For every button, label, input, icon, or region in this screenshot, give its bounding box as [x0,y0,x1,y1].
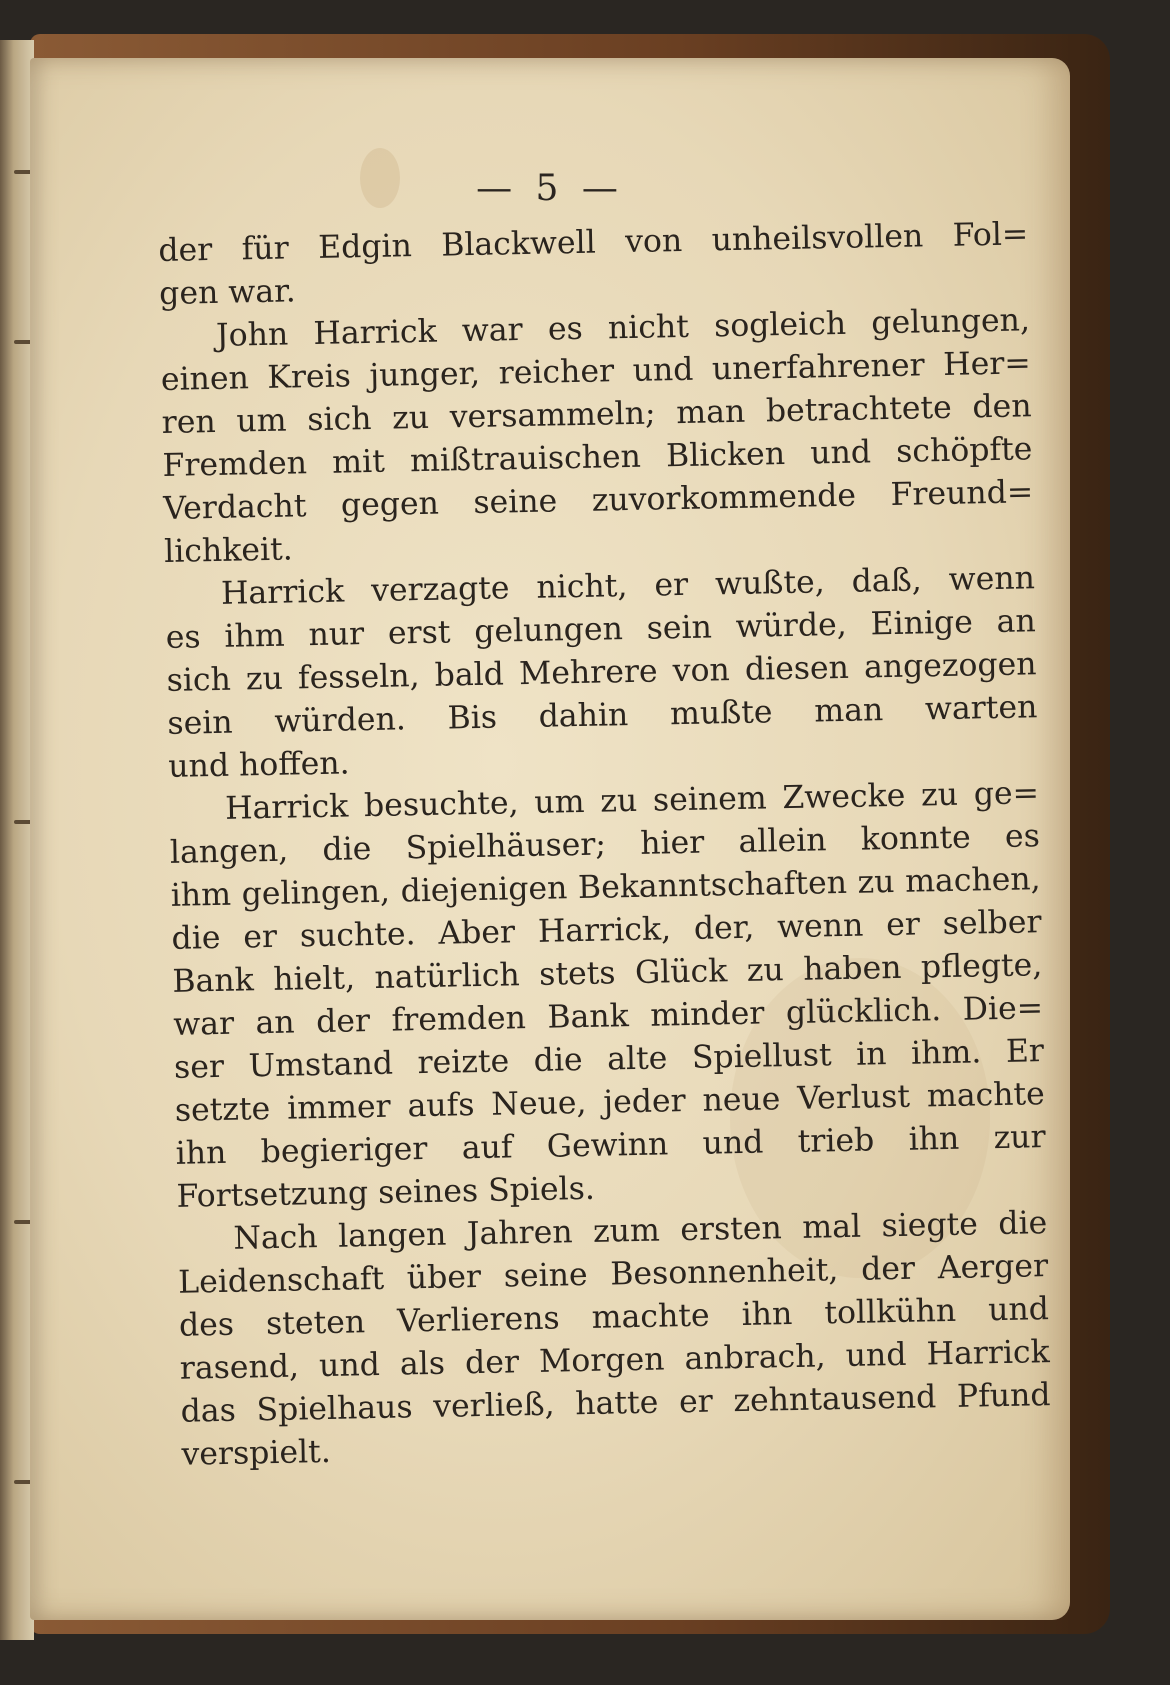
text-line: ren um sich zu versammeln; man betrachtete den [161,388,1032,441]
text-line: Bank hielt, natürlich stets Glück zu haben pflegte, [172,947,1043,1000]
text-line: lichkeit. [163,531,294,570]
paragraph [177,1202,1052,1477]
text-line: der für Edgin Blackwell von unheilsvollen Fol= [158,216,1029,269]
text-line: sein würden. Bis dahin mußte man warten [167,689,1038,742]
paragraph [160,299,1035,574]
text-line: war an der fremden Bank minder glücklich. Die= [172,990,1044,1043]
text-line: verspielt. [181,1433,332,1473]
paragraph [165,557,1039,789]
text-line: ihm gelingen, diejenigen Bekanntschaften zu machen, [170,861,1041,914]
text-line: langen, die Spielhäuser; hier allein konnte es [169,818,1041,871]
text-line: des steten Verlierens machte ihn tollkühn und [178,1291,1050,1344]
book-page [30,58,1070,1620]
book-spine [0,40,34,1640]
text-line: die er suchte. Aber Harrick, der, wenn er selber [171,904,1042,957]
text-line: gen war. [158,273,297,312]
text-line: Leidenschaft über seine Besonnenheit, der Aerger [177,1248,1049,1301]
text-line: ihn begieriger auf Gewinn und trieb ihn zur [175,1119,1046,1172]
text-line: das Spielhaus verließ, hatte er zehntausend Pfund [180,1377,1051,1430]
text-line: Verdacht gegen seine zuvorkommende Freund= [163,474,1034,527]
paragraph [169,772,1047,1219]
text-line: und hoffen. [167,745,350,785]
text-line: rasend, und als der Morgen anbrach, und Harrick [179,1334,1051,1387]
text-line: Harrick verzagte nicht, er wußte, daß, wenn [220,560,1036,612]
text-line: Harrick besuchte, um zu seinem Zwecke zu ge= [224,775,1040,827]
text-line: Fortsetzung seines Spiels. [176,1170,596,1215]
text-line: John Harrick war es nicht sogleich gelungen, [215,302,1031,354]
text-line: sich zu fesseln, bald Mehrere von diesen angezogen [166,646,1037,699]
text-line: Fremden mit mißtrauischen Blicken und schöpfte [162,431,1033,484]
page-number: — 5 — [476,168,624,209]
paragraph [158,213,1029,316]
body-text [158,213,1052,1476]
text-line: es ihm nur erst gelungen sein würde, Einige an [165,603,1037,656]
text-line: Nach langen Jahren zum ersten mal siegte die [233,1205,1048,1257]
text-line: einen Kreis junger, reicher und unerfahrener Her= [160,345,1032,398]
text-line: ser Umstand reizte die alte Spiellust in ihm. Er [173,1033,1045,1086]
text-line: setzte immer aufs Neue, jeder neue Verlust machte [174,1076,1046,1129]
